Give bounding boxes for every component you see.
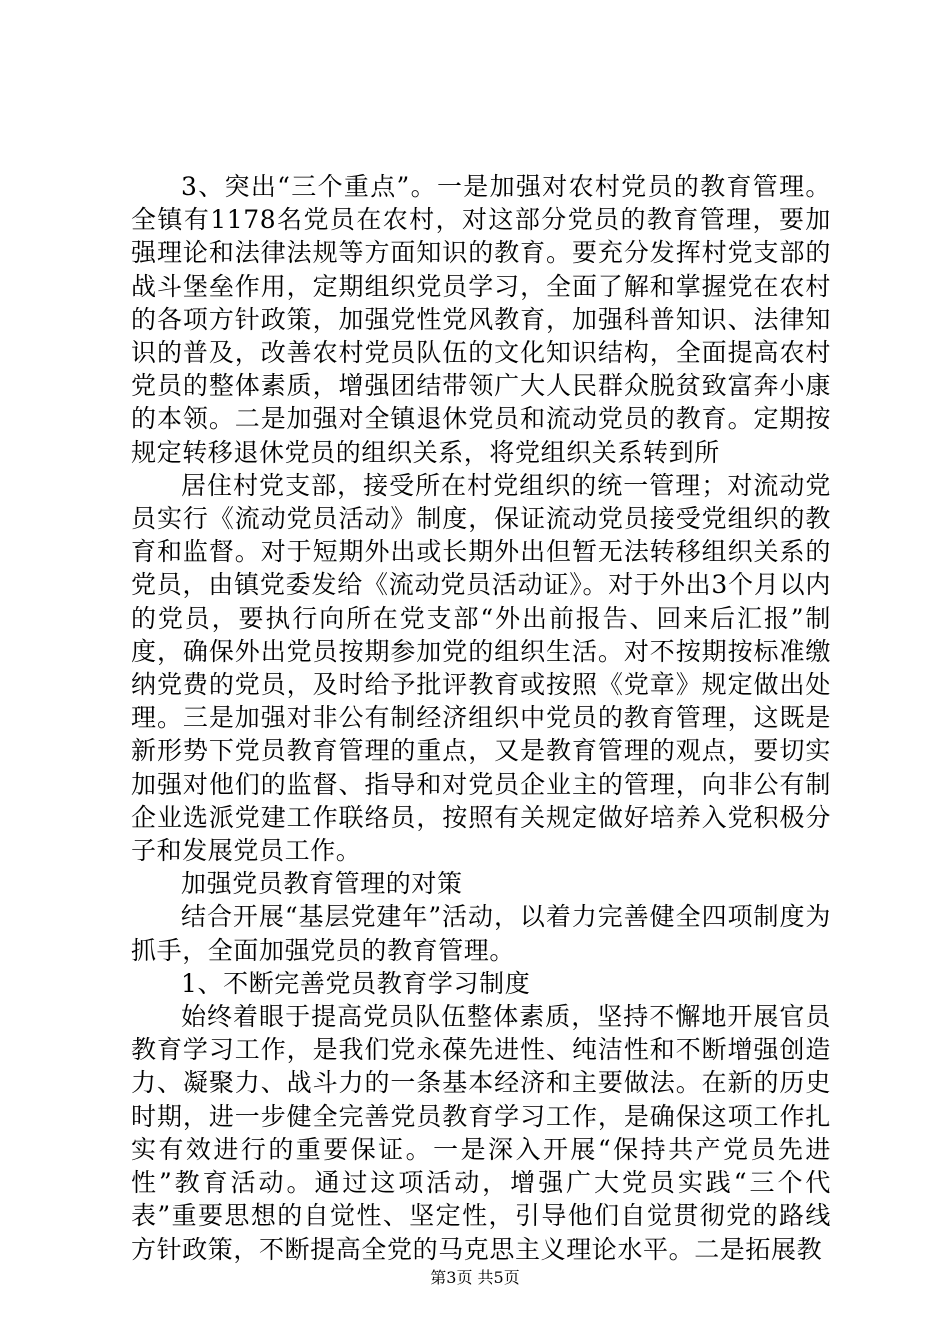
subheading-study-system: 1、不断完善党员教育学习制度 xyxy=(181,968,531,998)
paragraph-party-building-year: 结合开展“基层党建年”活动，以着力完善健全四项制度为抓手，全面加强党员的教育管理。 xyxy=(131,902,831,965)
page-number-footer: 第3页 共5页 xyxy=(430,1268,520,1287)
paragraph-three-key-points: 3、突出“三个重点”。一是加强对农村党员的教育管理。全镇有1178名党员在农村，对这部分党员的教育管理，要加强理论和法律法规等方面知识的教育。要充分发挥村党支部的战斗堡垒作用，定期组织党员学习，全面了解和掌握党在农村的各项方针政策，加强党性党风教育，加强科普知识、法律知识的普及，改善农村党员队伍的文化知识结构，全面提高农村党员的整体素质，增强团结带领广大人民群众脱贫致富奔小康的本领。二是加强对全镇退休党员和流动党员的教育。定期按规定转移退休党员的组织关系，将党组织关系转到所 xyxy=(131,172,831,467)
document-body xyxy=(131,170,831,1266)
paragraph-mobile-members: 居住村党支部，接受所在村党组织的统一管理；对流动党员实行《流动党员活动》制度，保证流动党员接受党组织的教育和监督。对于短期外出或长期外出但暂无法转移组织关系的党员，由镇党委发给《流动党员活动证》。对于外出3个月以内的党员，要执行向所在党支部“外出前报告、回来后汇报”制度，确保外出党员按期参加党的组织生活。对不按期按标准缴纳党费的党员，及时给予批评教育或按照《党章》规定做出处理。三是加强对非公有制经济组织中党员的教育管理，这既是新形势下党员教育管理的重点，又是教育管理的观点，要切实加强对他们的监督、指导和对党员企业主的管理，向非公有制企业选派党建工作联络员，按照有关规定做好培养入党积极分子和发展党员工作。 xyxy=(131,470,831,866)
paragraph-education-study: 始终着眼于提高党员队伍整体素质，坚持不懈地开展官员教育学习工作，是我们党永葆先进性、纯洁性和不断增强创造力、凝聚力、战斗力的一条基本经济和主要做法。在新的历史时期，进一步健全完善党员教育学习工作，是确保这项工作扎实有效进行的重要保证。一是深入开展“保持共产党员先进性”教育活动。通过这项活动，增强广大党员实践“三个代表”重要思想的自觉性、坚定性，引导他们自觉贯彻党的路线方针政策，不断提高全党的马克思主义理论水平。二是拓展教 xyxy=(131,1002,831,1264)
section-heading-countermeasures: 加强党员教育管理的对策 xyxy=(181,869,463,899)
